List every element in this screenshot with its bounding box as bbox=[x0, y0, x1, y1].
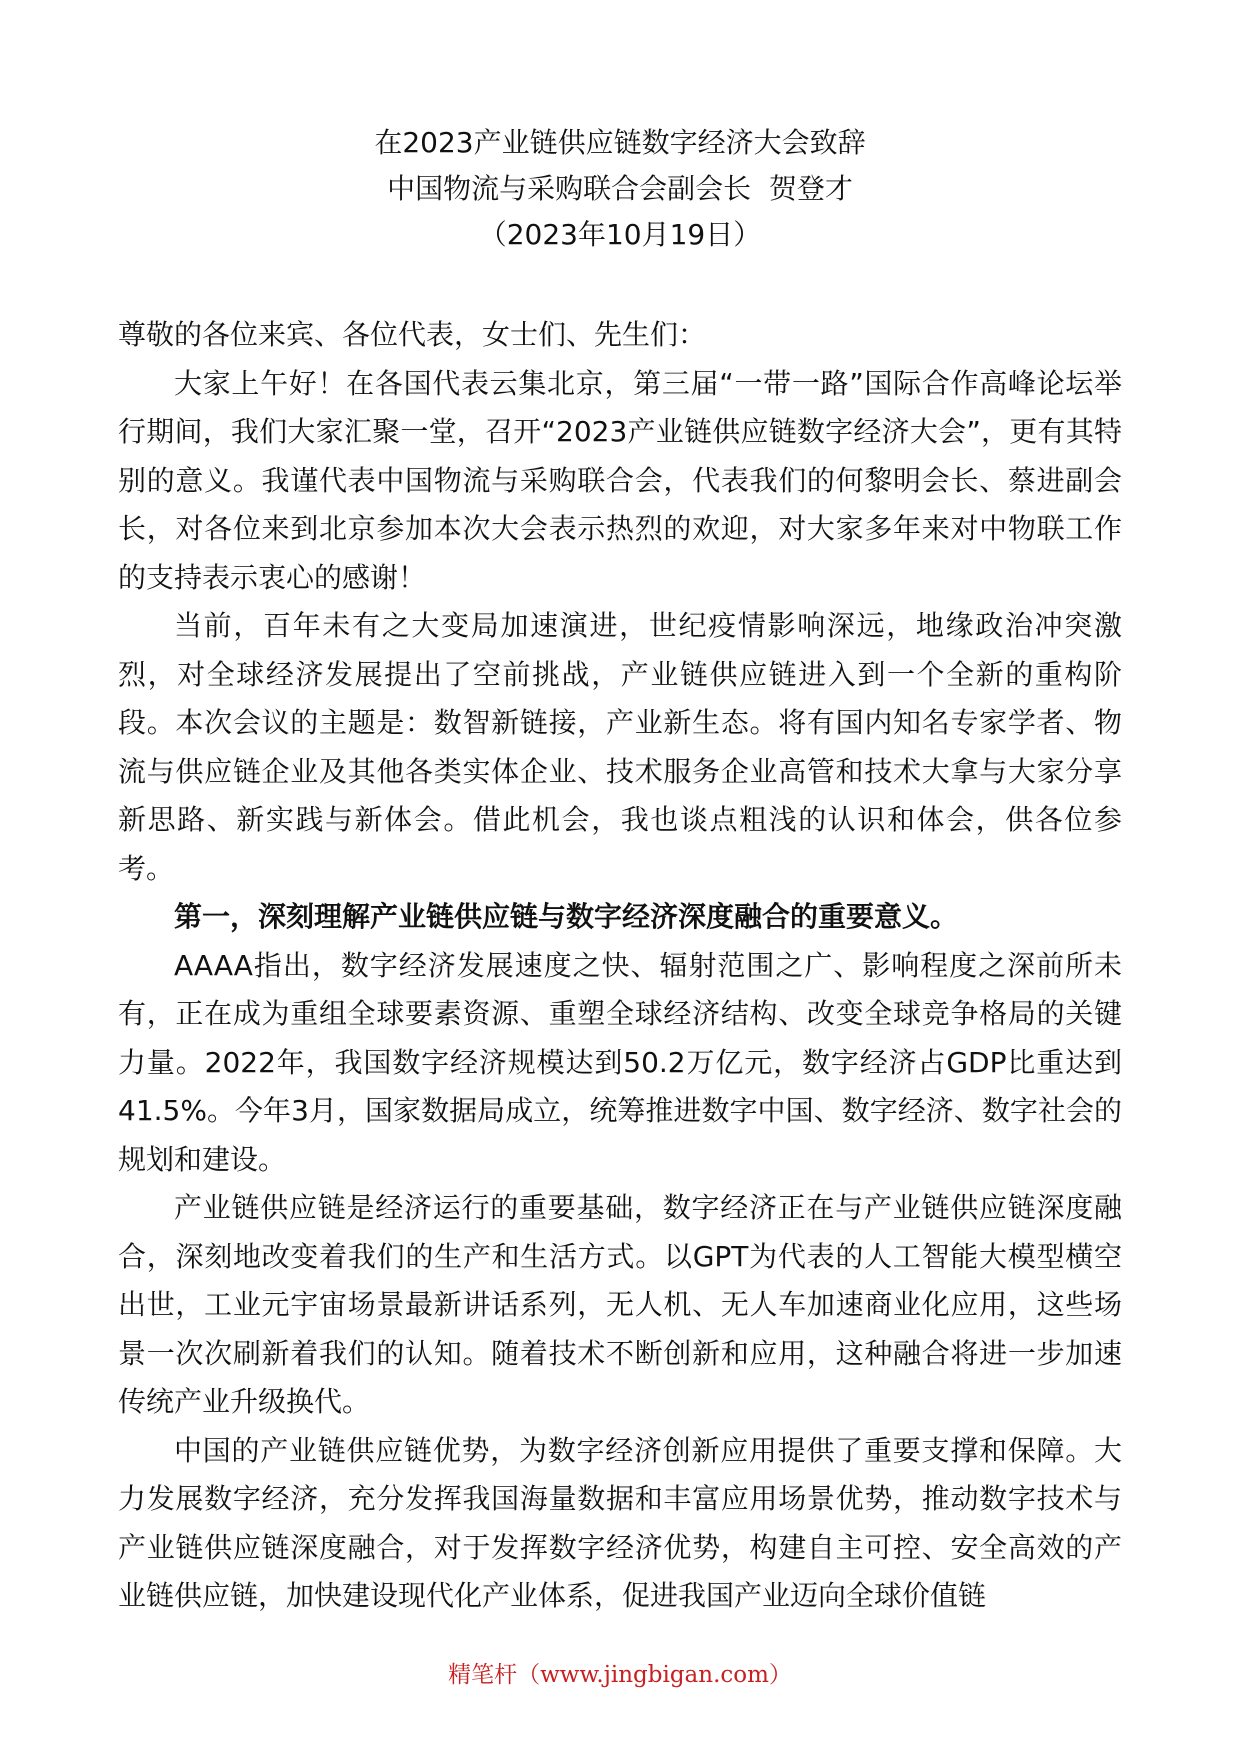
paragraph-2: 当前，百年未有之大变局加速演进，世纪疫情影响深远，地缘政治冲突激烈，对全球经济发展提出了空前挑战，产业链供应链进入到一个全新的重构阶段。本次会议的主题是：数智新链接，产业新生态。将有国内知名专家学者、物流与供应链企业及其他各类实体企业、技术服务企业高管和技术大拿与大家分享新思路、新实践与新体会。借此机会，我也谈点粗浅的认识和体会，供各位参考。 bbox=[118, 609, 1122, 885]
document-header bbox=[118, 120, 1122, 258]
paragraph-5: 中国的产业链供应链优势，为数字经济创新应用提供了重要支撑和保障。大力发展数字经济，充分发挥我国海量数据和丰富应用场景优势，推动数字技术与产业链供应链深度融合，对于发挥数字经济优势，构建自主可控、安全高效的产业链供应链，加快建设现代化产业体系，促进我国产业迈向全球价值链 bbox=[118, 1433, 1122, 1612]
paragraph-3: AAAA指出，数字经济发展速度之快、辐射范围之广、影响程度之深前所未有，正在成为重组全球要素资源、重塑全球经济结构、改变全球竞争格局的关键力量。2022年，我国数字经济规模达到50.2万亿元，数字经济占GDP比重达到41.5%。今年3月，国家数据局成立，统筹推进数字中国、数字经济、数字社会的规划和建设。 bbox=[118, 948, 1122, 1176]
document-title: 在2023产业链供应链数字经济大会致辞 bbox=[374, 126, 866, 159]
paragraph-1: 大家上午好！在各国代表云集北京，第三届“一带一路”国际合作高峰论坛举行期间，我们大家汇聚一堂，召开“2023产业链供应链数字经济大会”，更有其特别的意义。我谨代表中国物流与采购联合会，代表我们的何黎明会长、蔡进副会长，对各位来到北京参加本次大会表示热烈的欢迎，对大家多年来对中物联工作的支持表示衷心的感谢！ bbox=[118, 366, 1122, 594]
watermark-footer: 精笔杆（www.jingbigan.com） bbox=[448, 1662, 792, 1688]
section-heading-1: 第一，深刻理解产业链供应链与数字经济深度融合的重要意义。 bbox=[174, 900, 959, 933]
document-page bbox=[118, 120, 1122, 1621]
salutation: 尊敬的各位来宾、各位代表，女士们、先生们： bbox=[118, 318, 707, 351]
date-line: （2023年10月19日） bbox=[478, 218, 762, 251]
paragraph-4: 产业链供应链是经济运行的重要基础，数字经济正在与产业链供应链深度融合，深刻地改变着我们的生产和生活方式。以GPT为代表的人工智能大模型横空出世，工业元宇宙场景最新讲话系列，无人机、无人车加速商业化应用，这些场景一次次刷新着我们的认知。随着技术不断创新和应用，这种融合将进一步加速传统产业升级换代。 bbox=[118, 1191, 1122, 1418]
speaker-line: 中国物流与采购联合会副会长 贺登才 bbox=[387, 172, 853, 205]
document-body bbox=[118, 311, 1122, 1621]
